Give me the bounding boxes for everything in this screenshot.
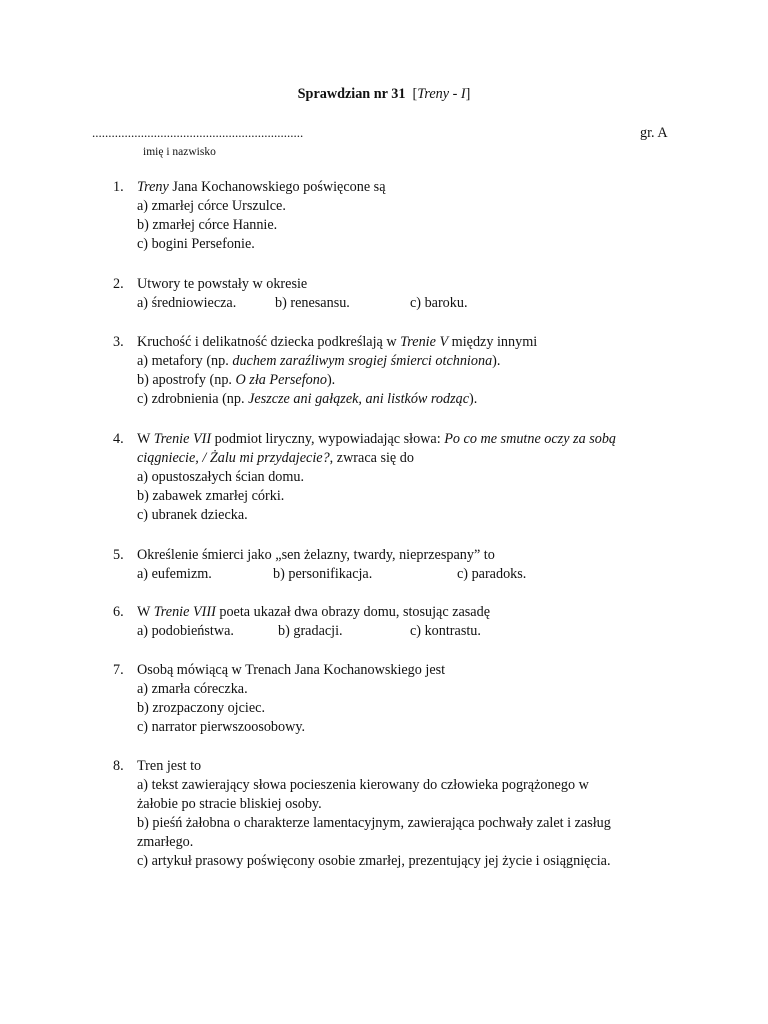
name-caption: imię i nazwisko: [143, 146, 216, 158]
answer-italic: O zła Persefono: [235, 372, 327, 388]
title-main: Sprawdzian nr 31: [297, 86, 406, 102]
question-stem: Osobą mówiącą w Trenach Jana Kochanowskiego jest: [137, 662, 446, 678]
answer-a-line-1: a) tekst zawierający słowa pocieszenia kierowany do człowieka pogrążonego w: [137, 777, 589, 793]
answer-b: b) renesansu.: [275, 295, 350, 311]
stem-pre: Kruchość i delikatność dziecka podkreślają w: [137, 334, 401, 350]
stem-pre: W: [137, 604, 154, 620]
answer-pre: a) metafory (np.: [137, 353, 233, 369]
stem-rest: Jana Kochanowskiego poświęcone są: [168, 179, 386, 195]
question-stem-line-2: [137, 449, 673, 468]
answer-post: ).: [469, 391, 478, 407]
answers-row: [137, 294, 673, 313]
answer-italic: Jeszcze ani gałązek, ani listków rodząc: [248, 391, 470, 407]
question-stem: [137, 333, 673, 352]
question-number: 4.: [113, 431, 124, 447]
question-stem: Utwory te powstały w okresie: [137, 276, 308, 292]
question-number: 5.: [113, 547, 124, 563]
answer-a: a) eufemizm.: [137, 566, 212, 582]
answer-a: a) zmarłej córce Urszulce.: [137, 198, 286, 214]
question-stem: [137, 178, 673, 197]
answer-c: c) paradoks.: [457, 566, 527, 582]
question-number: 2.: [113, 276, 124, 292]
answer-c: c) kontrastu.: [410, 623, 481, 639]
answer-b: b) zabawek zmarłej córki.: [137, 488, 285, 504]
answer-c: c) ubranek dziecka.: [137, 507, 248, 523]
answer-c: c) artykuł prasowy poświęcony osobie zmarłej, prezentujący jej życie i osiągnięcia.: [137, 853, 611, 869]
question-number: 7.: [113, 662, 124, 678]
answer-c: [137, 390, 673, 409]
answers-row: [137, 565, 673, 584]
name-dotted-line: .................................................................: [92, 125, 304, 140]
title-bracket-open: [: [412, 86, 418, 102]
stem-mid: podmiot liryczny, wypowiadając słowa:: [211, 431, 445, 447]
answer-pre: c) zdrobnienia (np.: [137, 391, 249, 407]
question-stem: Określenie śmierci jako „sen żelazny, twardy, nieprzespany” to: [137, 547, 495, 563]
stem-italic: Trenie V: [400, 334, 449, 350]
answer-a: a) średniowiecza.: [137, 295, 237, 311]
question-number: 6.: [113, 604, 124, 620]
answer-c: c) narrator pierwszoosobowy.: [137, 719, 306, 735]
answer-b: [137, 371, 673, 390]
answer-a: a) opustoszałych ścian domu.: [137, 469, 305, 485]
answer-a: a) podobieństwa.: [137, 623, 234, 639]
answer-post: ).: [492, 353, 501, 369]
title-bracket-close: ]: [465, 86, 471, 102]
question-stem-line-1: [137, 430, 673, 449]
stem-post: między innymi: [448, 334, 538, 350]
stem-italic: Trenie VIII: [153, 604, 216, 620]
stem-post: , zwraca się do: [329, 450, 414, 466]
question-stem: Tren jest to: [137, 758, 202, 774]
answer-c: c) baroku.: [410, 295, 468, 311]
answer-italic: duchem zaraźliwym srogiej śmierci otchniona: [232, 353, 493, 369]
answers-row: [137, 622, 673, 641]
answer-b: b) zmarłej córce Hannie.: [137, 217, 278, 233]
question-number: 1.: [113, 179, 124, 195]
answer-post: ).: [326, 372, 336, 388]
answer-a: a) zmarła córeczka.: [137, 681, 248, 697]
answer-b: b) gradacji.: [278, 623, 343, 639]
answer-b-line-1: b) pieśń żałobna o charakterze lamentacyjnym, zawierająca pochwały zalet i zasług: [137, 815, 611, 831]
answer-b: b) personifikacja.: [273, 566, 373, 582]
stem-quote-part-1: Po co me smutne oczy za sobą: [444, 431, 617, 447]
title-topic: Treny - I: [417, 86, 466, 102]
question-number: 8.: [113, 758, 124, 774]
answer-b: b) zrozpaczony ojciec.: [137, 700, 266, 716]
stem-pre: W: [137, 431, 154, 447]
answer-c: c) bogini Persefonie.: [137, 236, 255, 252]
stem-italic: Trenie VII: [153, 431, 212, 447]
page-title: [0, 86, 768, 103]
answer-pre: b) apostrofy (np.: [137, 372, 236, 388]
answer-a: [137, 352, 673, 371]
question-number: 3.: [113, 334, 124, 350]
stem-italic: Treny: [137, 179, 169, 195]
answer-b-line-2: zmarłego.: [137, 834, 194, 850]
answer-a-line-2: żałobie po stracie bliskiej osoby.: [137, 796, 322, 812]
stem-post: poeta ukazał dwa obrazy domu, stosując zasadę: [215, 604, 490, 620]
group-label: gr. A: [640, 125, 668, 141]
stem-quote-part-2: ciągniecie, / Żalu mi przydajecie?: [137, 450, 330, 466]
question-stem: [137, 603, 673, 622]
